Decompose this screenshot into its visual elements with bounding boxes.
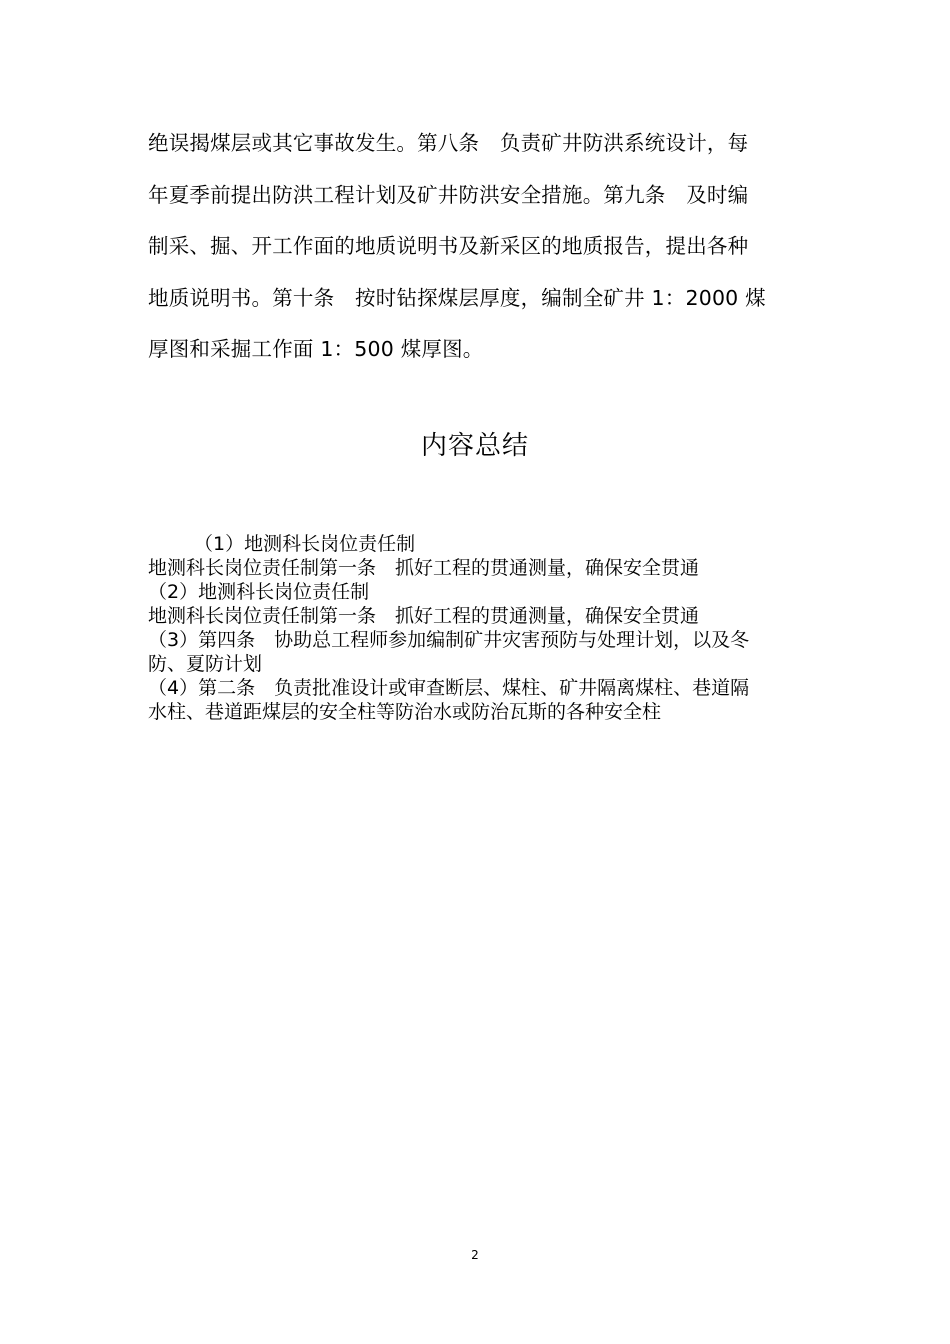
page-number: 2 <box>471 1248 479 1262</box>
body-line: 地质说明书。第十条 按时钻探煤层厚度，编制全矿井 1：2000 煤 <box>148 285 766 310</box>
summary-item-text: 地测科长岗位责任制第一条 抓好工程的贯通测量，确保安全贯通 <box>148 605 700 627</box>
summary-item-text: 水柱、巷道距煤层的安全柱等防治水或防治瓦斯的各种安全柱 <box>148 701 662 723</box>
summary-list <box>148 532 808 724</box>
summary-item-heading: （2）地测科长岗位责任制 <box>148 581 370 603</box>
body-line: 制采、掘、开工作面的地质说明书及新采区的地质报告，提出各种 <box>148 234 749 258</box>
summary-item-text: （4）第二条 负责批准设计或审查断层、煤柱、矿井隔离煤柱、巷道隔 <box>148 677 750 699</box>
summary-item-text: 地测科长岗位责任制第一条 抓好工程的贯通测量，确保安全贯通 <box>148 557 700 579</box>
summary-title: 内容总结 <box>420 431 529 461</box>
summary-item-text: 防、夏防计划 <box>148 653 263 675</box>
summary-item-text: （3）第四条 协助总工程师参加编制矿井灾害预防与处理计划，以及冬 <box>148 629 750 651</box>
body-line: 年夏季前提出防洪工程计划及矿井防洪安全措施。第九条 及时编 <box>148 182 749 207</box>
summary-item-heading: （1）地测科长岗位责任制 <box>194 533 416 555</box>
body-line: 绝误揭煤层或其它事故发生。第八条 负责矿井防洪系统设计，每 <box>148 131 749 155</box>
body-line: 厚图和采掘工作面 1：500 煤厚图。 <box>148 337 484 361</box>
body-paragraph <box>148 118 803 376</box>
